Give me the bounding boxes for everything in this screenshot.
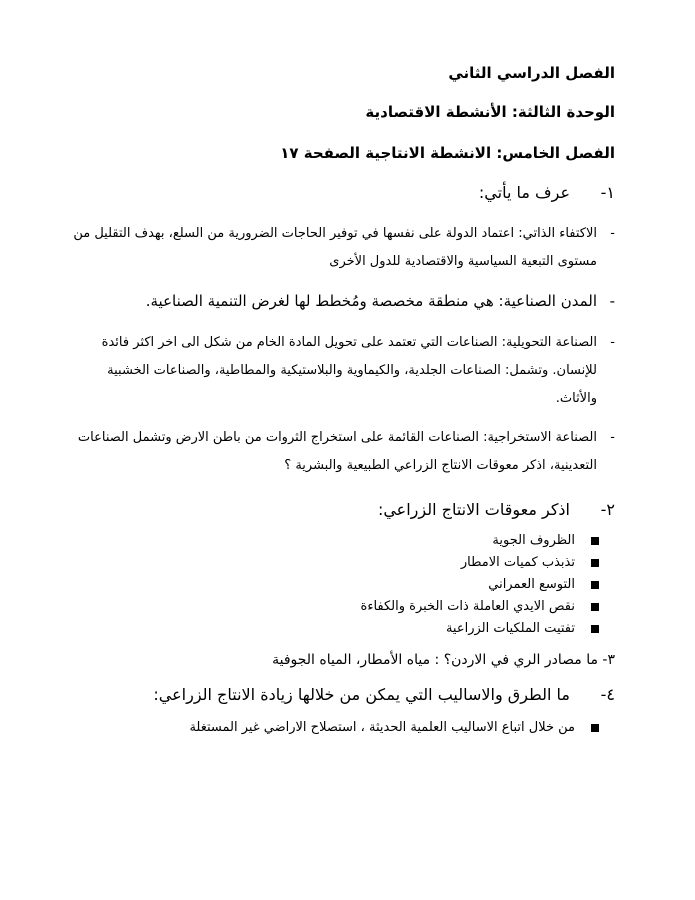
question-1-number: ١- [600, 183, 615, 202]
definition-self-sufficiency: -الاكتفاء الذاتي: اعتماد الدولة على نفسها في توفير الحاجات الضرورية من السلع، بهدف التقليل من [73, 226, 615, 241]
bullet-icon [591, 625, 599, 633]
list-item: تذبذب كميات الامطار [461, 555, 599, 570]
question-4 [72, 685, 615, 704]
list-item: نقص الايدي العاملة ذات الخبرة والكفاءة [361, 599, 599, 614]
question-2 [72, 500, 615, 519]
bullet-icon [591, 537, 599, 545]
question-4-text: ما الطرق والاساليب التي يمكن من خلالها زيادة الانتاج الزراعي: [153, 685, 570, 704]
unit-heading: الوحدة الثالثة: الأنشطة الاقتصادية [365, 103, 615, 121]
definition-industrial-cities: -المدن الصناعية: هي منطقة مخصصة ومُخطط لها لغرض التنمية الصناعية. [145, 292, 615, 310]
question-1-text: عرف ما يأتي: [478, 183, 570, 202]
list-item: من خلال اتباع الاساليب العلمية الحديثة ، استصلاح الاراضي غير المستغلة [189, 720, 599, 735]
list-item: الظروف الجوية [492, 533, 599, 548]
list-item: تفتيت الملكيات الزراعية [446, 621, 599, 636]
definition-extractive: -الصناعة الاستخراجية: الصناعات القائمة على استخراج الثروات من باطن الارض وتشمل الصناعات [77, 430, 615, 445]
definition-self-sufficiency-line2: مستوى التبعية السياسية والاقتصادية للدول الأخرى [329, 254, 597, 269]
definition-manufacturing: -الصناعة التحويلية: الصناعات التي تعتمد على تحويل المادة الخام من شكل الى اخر اكثر فائدة [101, 335, 615, 350]
bullet-icon [591, 603, 599, 611]
definition-manufacturing-line2: للإنسان. وتشمل: الصناعات الجلدية، والكيماوية والبلاستيكية والمطاطية، والصناعات الخشبية [107, 363, 597, 378]
definition-manufacturing-line3: والأثاث. [555, 391, 597, 406]
list-item: التوسع العمراني [488, 577, 599, 592]
definition-extractive-line2: التعدينية، اذكر معوقات الانتاج الزراعي الطبيعية والبشرية ؟ [284, 458, 597, 473]
question-2-text: اذكر معوقات الانتاج الزراعي: [377, 500, 570, 519]
question-1 [72, 183, 615, 202]
bullet-icon [591, 724, 599, 732]
question-4-number: ٤- [600, 685, 615, 704]
question-3: ٣- ما مصادر الري في الاردن؟ : مياه الأمطار، المياه الجوفية [272, 652, 615, 668]
question-2-number: ٢- [600, 500, 615, 519]
semester-heading: الفصل الدراسي الثاني [448, 64, 615, 82]
chapter-heading: الفصل الخامس: الانشطة الانتاجية الصفحة ١٧ [280, 144, 615, 162]
bullet-icon [591, 581, 599, 589]
bullet-icon [591, 559, 599, 567]
